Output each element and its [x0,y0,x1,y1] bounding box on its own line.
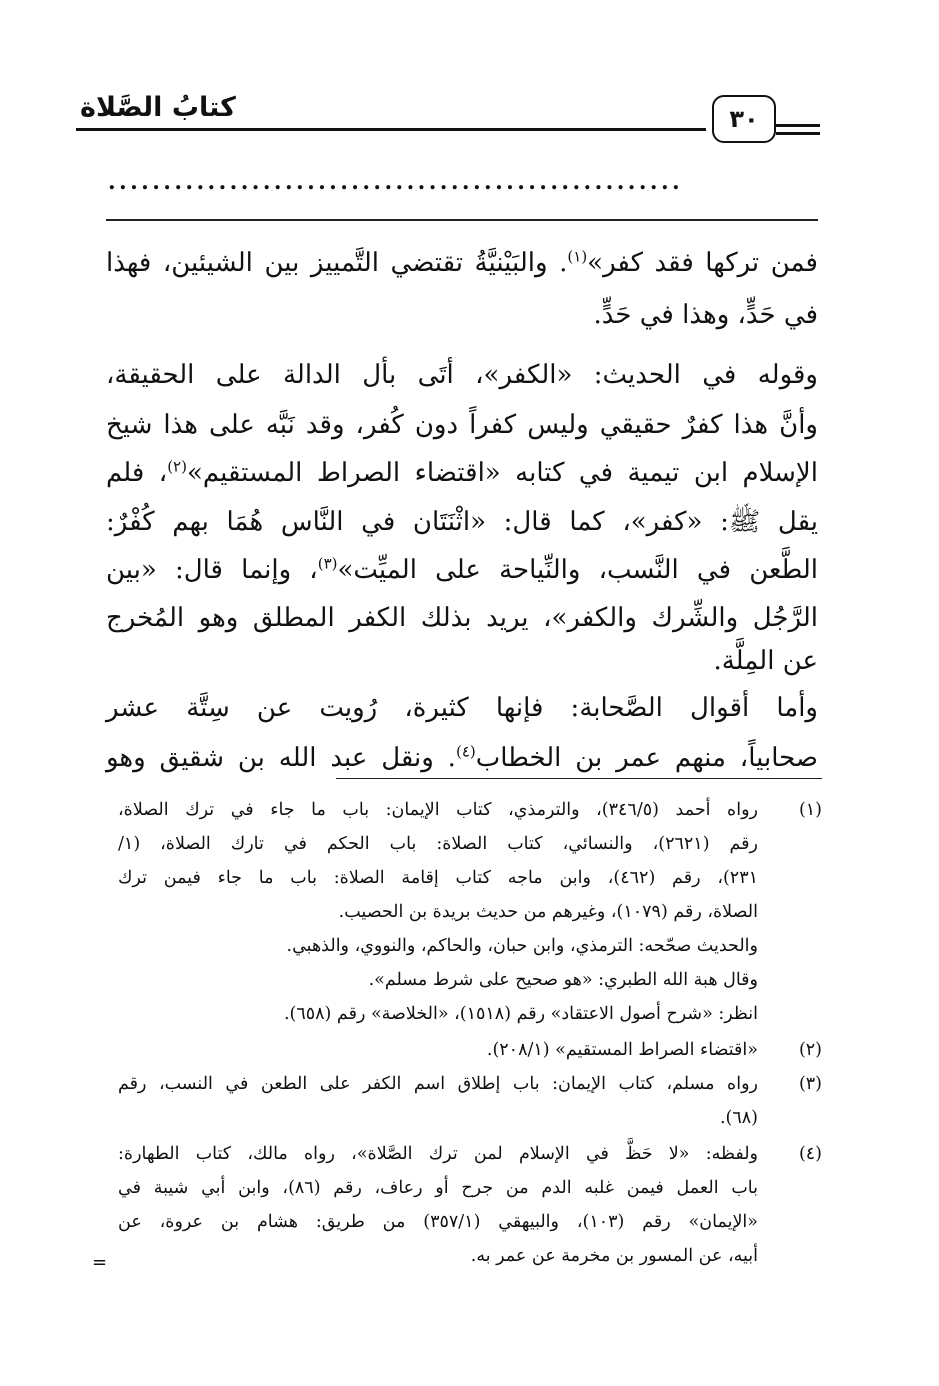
footnote-line: «الإيمان» رقم (١٠٣)، والبيهقي (٣٥٧/١) من طريق: هشام بن عروة، عن [118,1212,758,1232]
main-line-text: عن المِلَّة. [713,646,818,676]
footnote-line: ولفظه: «لا حَظَّ في الإسلام لمن ترك الصَّلاة»، رواه مالك، كتاب الطهارة: [118,1144,758,1164]
main-line-text: في حَدٍّ، وهذا في حَدٍّ. [593,300,818,330]
main-line-text: الإسلام ابن تيمية في كتابه «اقتضاء الصراط المستقيم» [186,458,818,488]
main-text-line [106,683,818,733]
page-number-box [712,95,776,143]
main-text-line [106,290,818,340]
main-text-line [106,350,818,400]
main-line-text-continued: ، وإنما قال: «بين [106,555,318,585]
main-text-line [106,636,818,686]
main-line-text-continued: . ونقل عبد الله بن شقيق وهو [106,743,456,773]
main-line-text: صحابياً، منهم عمر بن الخطاب [475,743,818,773]
footnote-reference[interactable]: (٣) [317,554,338,573]
footnote-line: انظر: «شرح أصول الاعتقاد» رقم (١٥١٨)، «الخلاصة» رقم (٦٥٨). [283,1004,758,1024]
header-rule-right-top [776,124,820,127]
footnote-line: والحديث صحّحه: الترمذي، وابن حبان، والحاكم، والنووي، والذهبي. [286,936,758,956]
page-number: ٣٠ [729,105,759,133]
main-text-line [106,238,818,288]
main-line-text: وقوله في الحديث: «الكفر»، أتَى بأل الدالة على الحقيقة، [106,360,818,390]
footnote-line: رواه مسلم، كتاب الإيمان: باب إطلاق اسم الكفر على الطعن في النسب، رقم [118,1074,758,1094]
footnote-reference[interactable]: (١) [567,247,588,266]
main-text-line [106,497,818,547]
header-rule [76,128,706,131]
running-title: كتابُ الصَّلاة [80,92,236,123]
footnote-line: ٢٣١)، رقم (٤٦٢)، وابن ماجه كتاب إقامة الصلاة: باب ما جاء فيمن ترك [118,868,758,888]
footnote-number: (٣) [798,1074,822,1094]
main-line-text-continued: ، فلم [106,458,168,488]
dot-leader: .................................................... [108,170,684,194]
footnote-number: (٢) [798,1040,822,1060]
main-line-text: الرَّجُل والشِّرك والكفر»، يريد بذلك الكفر المطلق وهو المُخرج [106,603,818,633]
footnote-line: «اقتضاء الصراط المستقيم» (٢٠٨/١). [486,1040,758,1060]
footnote-line: الصلاة، رقم (١٠٧٩)، وغيرهم من حديث بريدة بن الحصيب. [338,902,758,922]
header-rule-right-bottom [776,132,820,135]
main-line-text: فمن تركها فقد كفر» [587,248,818,278]
main-text-line [106,545,818,595]
main-line-text: وأنَّ هذا كفرٌ حقيقي وليس كفراً دون كُفر، وقد نَبَّه على هذا شيخ [106,410,818,440]
footnote-rule [336,778,822,779]
footnote-number: (١) [798,800,822,820]
footnote-line: وقال هبة الله الطبري: «هو صحيح على شرط مسلم». [368,970,758,990]
footnote-reference[interactable]: (٢) [167,457,187,476]
main-line-text: يقل ﷺ: «كفر»، كما قال: «اثْنَتَان في النَّاس هُمَا بهم كُفْرٌ: [106,507,818,537]
footnote-line: أبيه، عن المسور بن مخرمة عن عمر به. [470,1246,758,1266]
separator-rule [106,219,818,221]
main-line-text: وأما أقوال الصَّحابة: فإنها كثيرة، رُويت عن سِتَّة عشر [106,693,818,723]
main-text-line [106,733,818,783]
footnote-reference[interactable]: (٤) [455,742,476,761]
main-line-text-continued: . والبَيْنيَّةُ تقتضي التَّمييز بين الشيئين، فهذا [106,248,568,278]
main-text-line [106,400,818,450]
footnote-line: (٦٨). [719,1108,758,1128]
footnote-line: رقم (٢٦٢١)، والنسائي، كتاب الصلاة: باب الحكم في تارك الصلاة، (١/ [118,834,759,854]
footnote-line: رواه أحمد (٣٤٦/٥)، والترمذي، كتاب الإيمان: باب ما جاء في ترك الصلاة، [118,800,758,820]
margin-mark: = [92,1252,108,1273]
main-line-text: الطَّعن في النَّسب، والنِّياحة على الميِّت» [337,555,819,585]
footnote-number: (٤) [798,1144,822,1164]
footnote-line: باب العمل فيمن غلبه الدم من جرح أو رعاف، رقم (٨٦)، وابن أبي شيبة في [118,1178,758,1198]
main-text-line [106,448,818,498]
